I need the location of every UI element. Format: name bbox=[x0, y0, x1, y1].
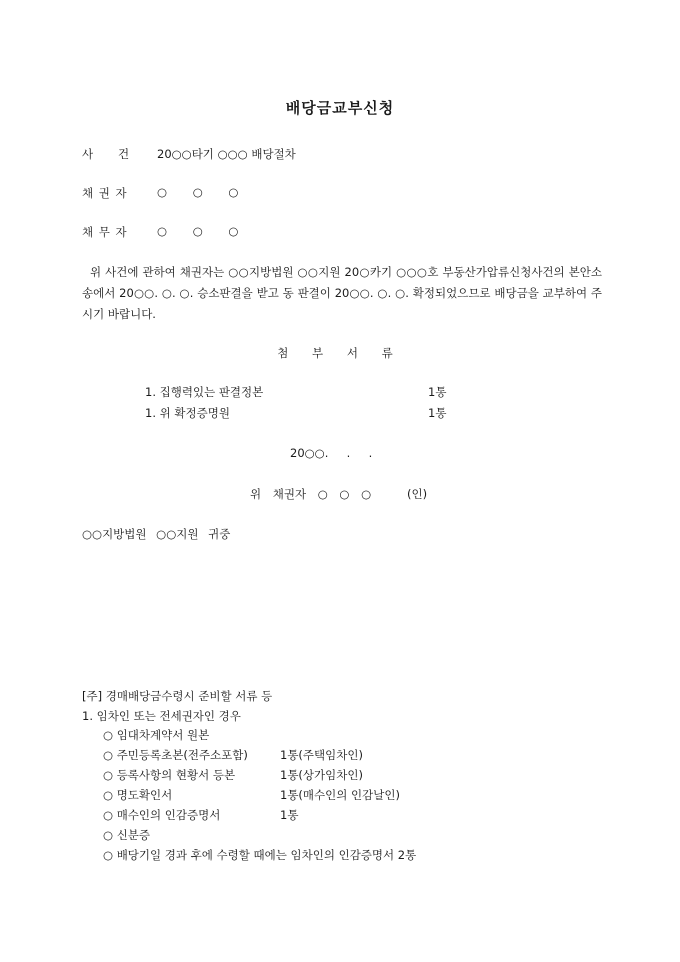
debtor-label: 채 무 자 bbox=[82, 225, 127, 239]
note-item bbox=[103, 827, 150, 843]
note-item-extra: 1통(상가임차인) bbox=[280, 768, 363, 782]
note-item bbox=[103, 767, 503, 783]
date-line: 20○○. . . bbox=[290, 446, 373, 460]
attachment-item-count: 1통 bbox=[428, 385, 447, 399]
note-item-extra: 1통(주택임차인) bbox=[280, 748, 363, 762]
note-item-text: ○ 임대차계약서 원본 bbox=[103, 728, 210, 742]
note-item bbox=[103, 787, 503, 803]
note-item-text: ○ 신분증 bbox=[103, 828, 151, 842]
notes-heading: [주] 경매배당금수령시 준비할 서류 등 bbox=[82, 689, 273, 703]
note-item-text: ○ 명도확인서 bbox=[103, 788, 173, 802]
attachments-heading: 첨 부 서 류 bbox=[277, 346, 403, 360]
case-label-1: 사 bbox=[82, 147, 94, 161]
body-paragraph: 위 사건에 관하여 채권자는 ○○지방법원 ○○지원 20○카기 ○○○호 부동산가압류신청사건의 본안소송에서 20○○. ○. ○. 승소판결을 받고 동 판결이 20○○. ○. ○. 확정되었으므로 배당금을 교부하여 주시기 바랍니다. bbox=[82, 265, 602, 321]
note-item bbox=[103, 727, 209, 743]
attachment-item-count: 1통 bbox=[428, 406, 447, 420]
debtor-name: ○ ○ ○ bbox=[157, 224, 239, 238]
note-item-extra: 1통 bbox=[280, 808, 299, 822]
note-item-text: ○ 등록사항의 현황서 등본 bbox=[103, 768, 236, 782]
note-item bbox=[103, 847, 416, 863]
signature-line: 위 채권자 ○ ○ ○ bbox=[250, 487, 372, 501]
note-item-text: ○ 매수인의 인감증명서 bbox=[103, 808, 221, 822]
creditor-name: ○ ○ ○ bbox=[157, 185, 239, 199]
note-item-text: ○ 주민등록초본(전주소포함) bbox=[103, 748, 248, 762]
note-item bbox=[103, 807, 503, 823]
document-title: 배당금교부신청 bbox=[285, 99, 395, 117]
case-label-2: 건 bbox=[118, 147, 130, 161]
note-item bbox=[103, 747, 503, 763]
attachment-item-name: 1. 집행력있는 판결정본 bbox=[145, 385, 264, 399]
note-item-text: ○ 배당기일 경과 후에 수령할 때에는 임차인의 인감증명서 2통 bbox=[103, 848, 417, 862]
notes-section: 1. 임차인 또는 전세권자인 경우 bbox=[82, 709, 241, 723]
note-item-extra: 1통(매수인의 인감날인) bbox=[280, 788, 400, 802]
addressee: ○○지방법원 ○○지원 귀중 bbox=[82, 527, 231, 541]
case-value: 20○○타기 ○○○ 배당절차 bbox=[157, 147, 296, 161]
creditor-label: 채 권 자 bbox=[82, 186, 127, 200]
seal-mark: (인) bbox=[407, 487, 428, 501]
attachment-item-name: 1. 위 확정증명원 bbox=[145, 406, 230, 420]
